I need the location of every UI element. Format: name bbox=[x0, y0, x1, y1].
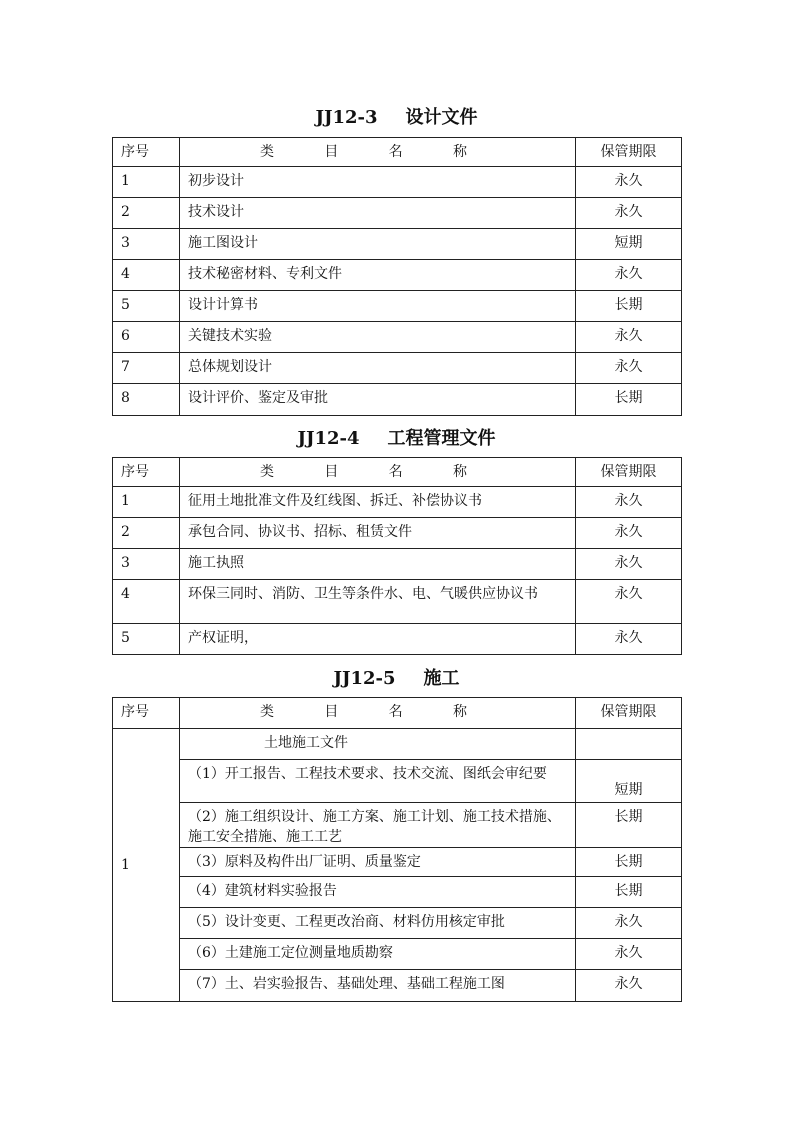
header-name: 类 目 名 称 bbox=[180, 458, 576, 487]
row-period: 永久 bbox=[576, 580, 682, 624]
table-design-files bbox=[112, 137, 682, 416]
header-period: 保管期限 bbox=[576, 458, 682, 487]
row-name: （7）土、岩实验报告、基础处理、基础工程施工图 bbox=[180, 970, 576, 1002]
header-name: 类 目 名 称 bbox=[180, 138, 576, 167]
table-row bbox=[113, 384, 682, 416]
table-row bbox=[113, 487, 682, 518]
row-seq: 2 bbox=[113, 198, 180, 229]
row-seq: 1 bbox=[113, 487, 180, 518]
table-row bbox=[113, 729, 682, 760]
row-period: 短期 bbox=[576, 229, 682, 260]
row-seq: 5 bbox=[113, 624, 180, 655]
row-seq: 7 bbox=[113, 353, 180, 384]
row-name: 征用土地批准文件及红线图、拆迁、补偿协议书 bbox=[180, 487, 576, 518]
row-period: 永久 bbox=[576, 167, 682, 198]
table-row bbox=[113, 970, 682, 1002]
row-name: （2）施工组织设计、施工方案、施工计划、施工技术措施、施工安全措施、施工工艺 bbox=[180, 803, 576, 848]
row-name: 总体规划设计 bbox=[180, 353, 576, 384]
row-period-empty bbox=[576, 729, 682, 760]
table-construction-files bbox=[112, 697, 682, 1002]
row-name: 关键技术实验 bbox=[180, 322, 576, 353]
header-period: 保管期限 bbox=[576, 138, 682, 167]
row-seq: 4 bbox=[113, 260, 180, 291]
section-code: JJ12-4 bbox=[297, 428, 360, 449]
table-row bbox=[113, 939, 682, 970]
row-period: 永久 bbox=[576, 322, 682, 353]
section-name: 设计文件 bbox=[405, 107, 478, 128]
table-row bbox=[113, 167, 682, 198]
table-header-row bbox=[113, 698, 682, 729]
table-row bbox=[113, 353, 682, 384]
row-name: （5）设计变更、工程更改治商、材料仿用核定审批 bbox=[180, 908, 576, 939]
section-name: 施工 bbox=[423, 668, 460, 689]
row-period: 永久 bbox=[576, 549, 682, 580]
row-name: （3）原料及构件出厂证明、质量鉴定 bbox=[180, 848, 576, 877]
group-seq: 1 bbox=[113, 729, 180, 1002]
row-seq: 2 bbox=[113, 518, 180, 549]
table-row bbox=[113, 908, 682, 939]
row-period: 永久 bbox=[576, 624, 682, 655]
header-seq: 序号 bbox=[113, 138, 180, 167]
table-row bbox=[113, 229, 682, 260]
header-name: 类 目 名 称 bbox=[180, 698, 576, 729]
table-header-row bbox=[113, 138, 682, 167]
row-name: （6）土建施工定位测量地质勘察 bbox=[180, 939, 576, 970]
table-project-management-files bbox=[112, 457, 682, 655]
row-name: （4）建筑材料实验报告 bbox=[180, 877, 576, 908]
row-seq: 8 bbox=[113, 384, 180, 416]
row-name: 设计评价、鉴定及审批 bbox=[180, 384, 576, 416]
row-seq: 5 bbox=[113, 291, 180, 322]
header-seq: 序号 bbox=[113, 698, 180, 729]
row-name: 技术设计 bbox=[180, 198, 576, 229]
row-seq: 3 bbox=[113, 549, 180, 580]
row-period: 永久 bbox=[576, 518, 682, 549]
row-seq: 3 bbox=[113, 229, 180, 260]
row-period: 长期 bbox=[576, 291, 682, 322]
table-row bbox=[113, 260, 682, 291]
row-name: 技术秘密材料、专利文件 bbox=[180, 260, 576, 291]
section-name: 工程管理文件 bbox=[387, 428, 496, 449]
row-period: 短期 bbox=[576, 760, 682, 803]
row-period: 永久 bbox=[576, 970, 682, 1002]
section-title-jj12-4 bbox=[112, 428, 681, 450]
table-row bbox=[113, 322, 682, 353]
row-name: 产权证明， bbox=[180, 624, 576, 655]
table-row bbox=[113, 760, 682, 803]
row-period: 永久 bbox=[576, 198, 682, 229]
row-name: 施工图设计 bbox=[180, 229, 576, 260]
row-period: 长期 bbox=[576, 384, 682, 416]
row-name: 环保三同时、消防、卫生等条件水、电、气暖供应协议书 bbox=[180, 580, 576, 624]
table-row bbox=[113, 803, 682, 848]
section-title-jj12-5 bbox=[112, 668, 681, 690]
row-name: 设计计算书 bbox=[180, 291, 576, 322]
row-period: 长期 bbox=[576, 877, 682, 908]
header-seq: 序号 bbox=[113, 458, 180, 487]
table-row bbox=[113, 549, 682, 580]
row-period: 永久 bbox=[576, 908, 682, 939]
table-row bbox=[113, 291, 682, 322]
row-period: 永久 bbox=[576, 939, 682, 970]
row-seq: 1 bbox=[113, 167, 180, 198]
row-period: 永久 bbox=[576, 353, 682, 384]
row-period: 永久 bbox=[576, 487, 682, 518]
row-name: 施工执照 bbox=[180, 549, 576, 580]
table-row bbox=[113, 624, 682, 655]
group-title: 土地施工文件 bbox=[180, 729, 576, 760]
row-name: 初步设计 bbox=[180, 167, 576, 198]
row-name: （1）开工报告、工程技术要求、技术交流、图纸会审纪要 bbox=[180, 760, 576, 803]
header-period: 保管期限 bbox=[576, 698, 682, 729]
row-period: 永久 bbox=[576, 260, 682, 291]
table-row bbox=[113, 198, 682, 229]
row-name: 承包合同、协议书、招标、租赁文件 bbox=[180, 518, 576, 549]
table-row bbox=[113, 580, 682, 624]
table-row bbox=[113, 518, 682, 549]
section-code: JJ12-3 bbox=[315, 107, 378, 128]
row-period: 长期 bbox=[576, 803, 682, 848]
section-title-jj12-3 bbox=[112, 107, 681, 129]
row-period: 长期 bbox=[576, 848, 682, 877]
table-row bbox=[113, 848, 682, 877]
row-seq: 6 bbox=[113, 322, 180, 353]
table-row bbox=[113, 877, 682, 908]
section-code: JJ12-5 bbox=[333, 668, 396, 689]
table-header-row bbox=[113, 458, 682, 487]
row-seq: 4 bbox=[113, 580, 180, 624]
